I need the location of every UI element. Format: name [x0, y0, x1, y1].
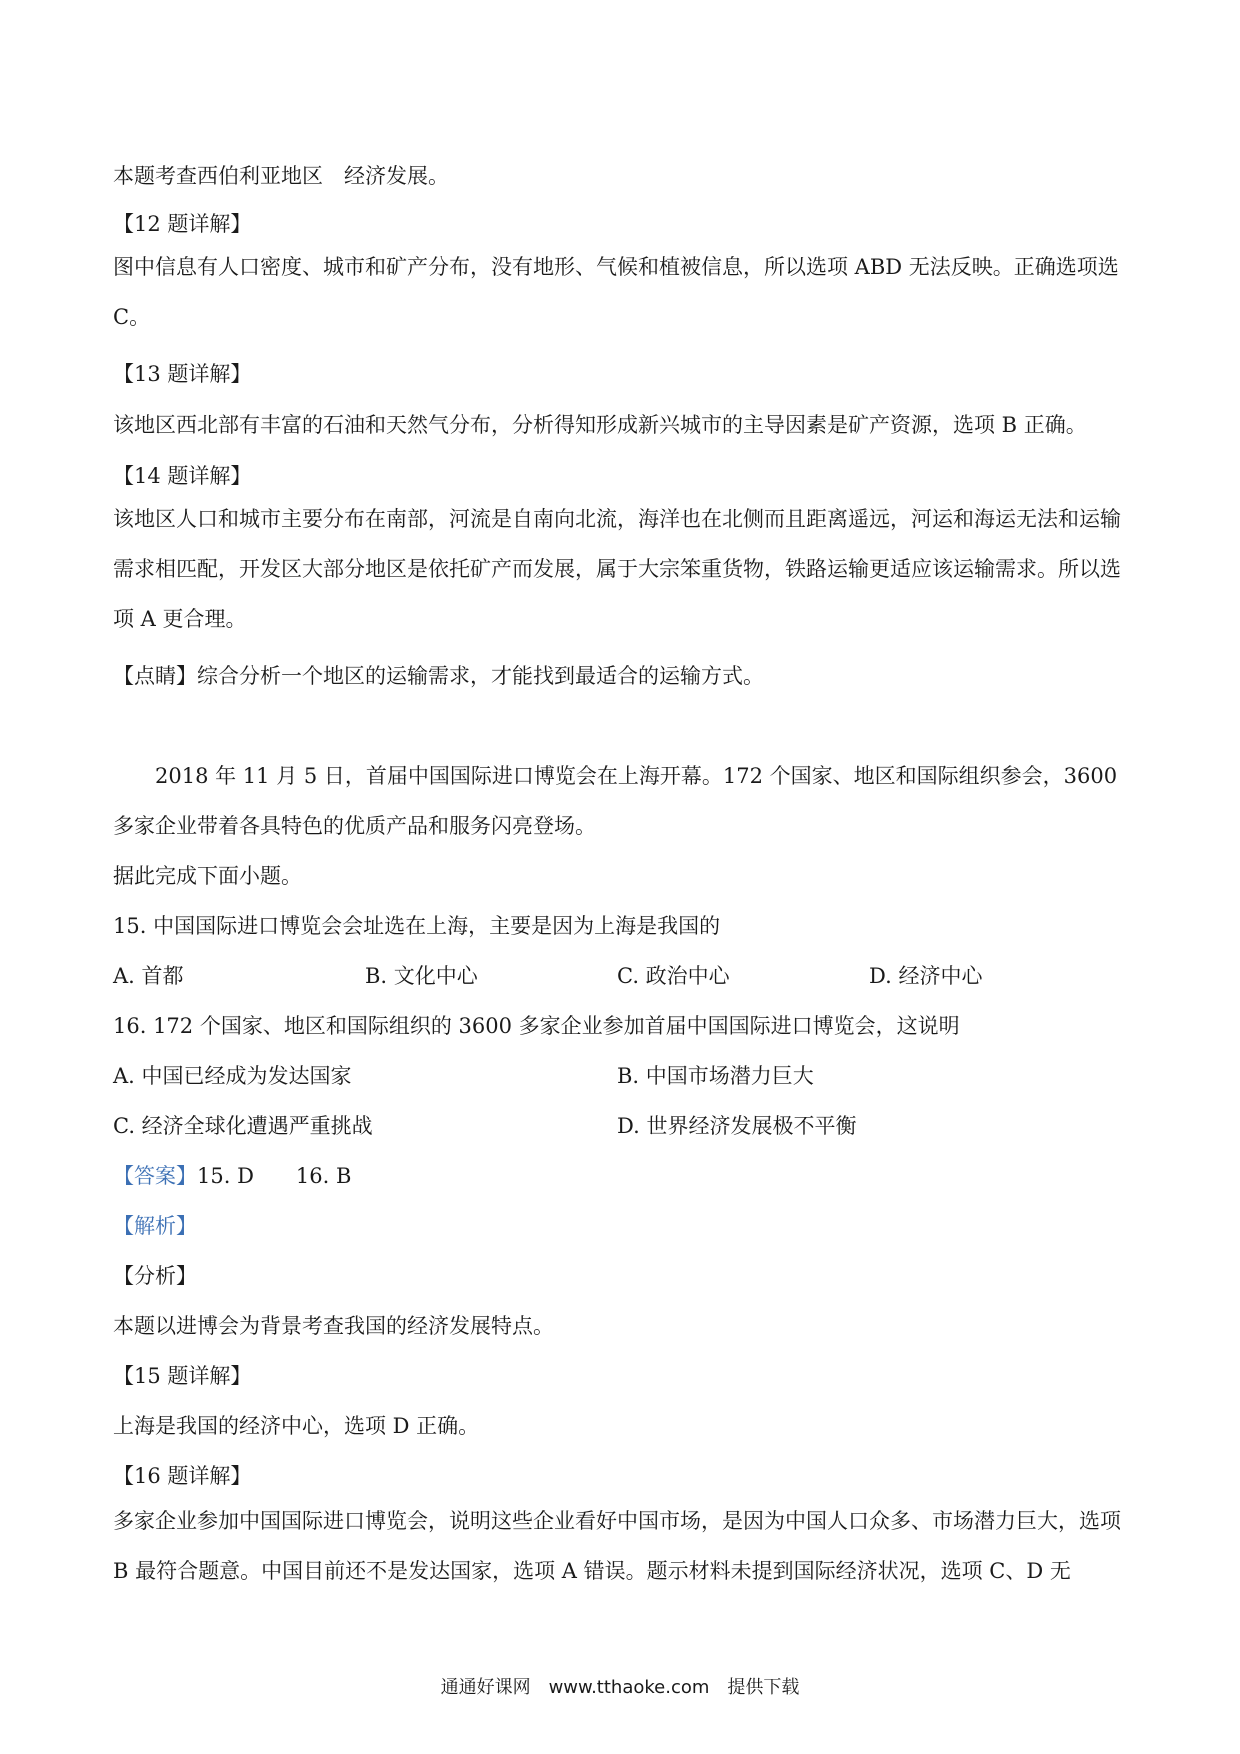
q12-heading: 【12 题详解】	[113, 212, 252, 236]
page-footer: 通通好课网 www.tthaoke.com 提供下载	[440, 1677, 800, 1698]
q15-option-d: D. 经济中心	[869, 964, 983, 988]
q13-explanation: 该地区西北部有丰富的石油和天然气分布，分析得知形成新兴城市的主导因素是矿产资源，选项 B 正确。	[113, 413, 1087, 437]
q16-option-b: B. 中国市场潜力巨大	[617, 1064, 814, 1088]
q15-option-b: B. 文化中心	[365, 964, 478, 988]
q16-option-a: A. 中国已经成为发达国家	[113, 1064, 352, 1088]
fenxi-heading: 【分析】	[113, 1264, 197, 1288]
tip-text: 【点睛】综合分析一个地区的运输需求，才能找到最适合的运输方式。	[113, 664, 764, 688]
q15-heading: 【15 题详解】	[113, 1364, 252, 1388]
q16-explanation: 多家企业参加中国国际进口博览会，说明这些企业看好中国市场，是因为中国人口众多、市场潜力巨大，选项 B 最符合题意。中国目前还不是发达国家，选项 A 错误。题示材料未提到国际经济状况，选项 C、D 无	[113, 1509, 1121, 1583]
q15-option-c: C. 政治中心	[617, 964, 730, 988]
q16-heading: 【16 题详解】	[113, 1464, 252, 1488]
instruction-text: 据此完成下面小题。	[113, 864, 302, 888]
material-text: 2018 年 11 月 5 日，首届中国国际进口博览会在上海开幕。172 个国家、地区和国际组织参会，3600 多家企业带着各具特色的优质产品和服务闪亮登场。	[113, 764, 1118, 838]
q14-heading: 【14 题详解】	[113, 464, 252, 488]
q15-option-a: A. 首都	[113, 964, 184, 988]
q15-stem: 15. 中国国际进口博览会会址选在上海，主要是因为上海是我国的	[113, 914, 721, 938]
intro-text: 本题考查西伯利亚地区 经济发展。	[113, 164, 449, 188]
q15-explanation: 上海是我国的经济中心，选项 D 正确。	[113, 1414, 480, 1438]
answer-label: 【答案】	[113, 1164, 197, 1188]
q14-explanation: 该地区人口和城市主要分布在南部，河流是自南向北流，海洋也在北侧而且距离遥远，河运和海运无法和运输需求相匹配，开发区大部分地区是依托矿产而发展，属于大宗笨重货物，铁路运输更适应该运输需求。所以选项 A 更合理。	[113, 507, 1121, 631]
q16-stem: 16. 172 个国家、地区和国际组织的 3600 多家企业参加首届中国国际进口博览会，这说明	[113, 1014, 960, 1038]
answer-line	[113, 1160, 351, 1190]
fenxi-text: 本题以进博会为背景考查我国的经济发展特点。	[113, 1314, 554, 1338]
q16-option-d: D. 世界经济发展极不平衡	[617, 1114, 857, 1138]
answer-text: 15. D 16. B	[197, 1164, 352, 1188]
q12-explanation: 图中信息有人口密度、城市和矿产分布，没有地形、气候和植被信息，所以选项 ABD 无法反映。正确选项选 C。	[113, 255, 1119, 329]
q16-option-c: C. 经济全球化遭遇严重挑战	[113, 1114, 373, 1138]
analysis-label: 【解析】	[113, 1214, 197, 1238]
q13-heading: 【13 题详解】	[113, 362, 252, 386]
